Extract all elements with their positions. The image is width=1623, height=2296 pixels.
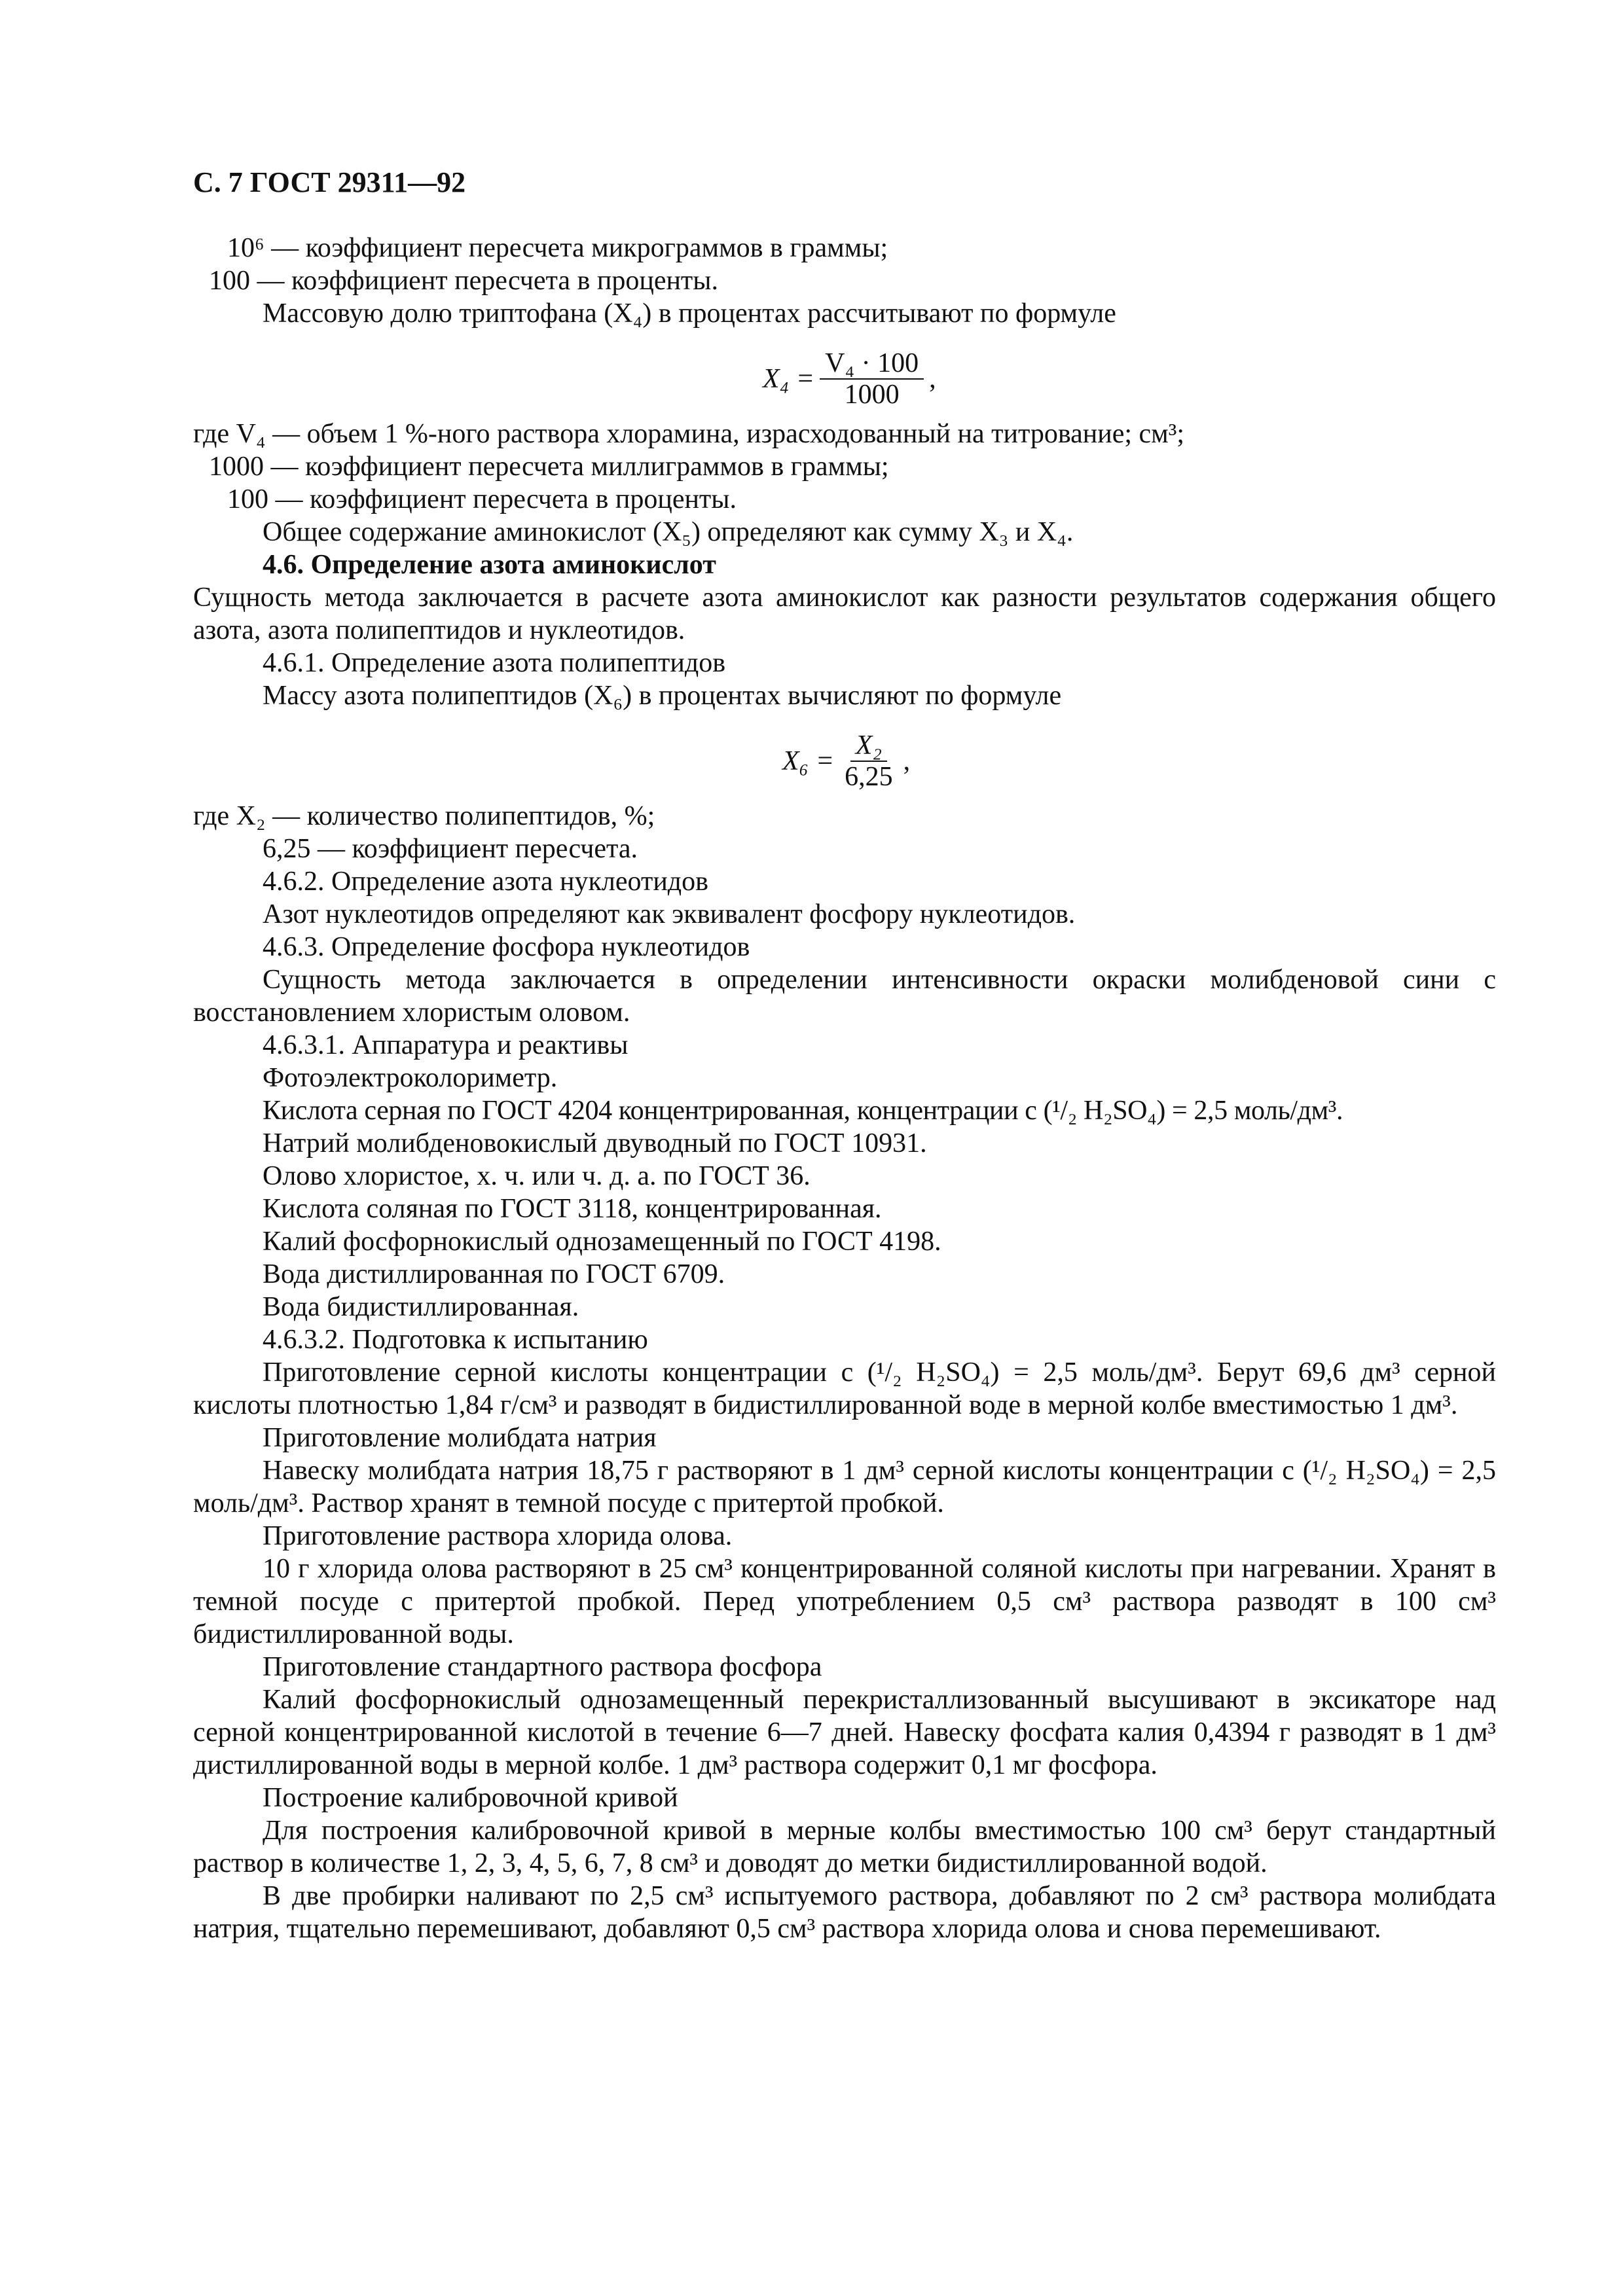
formula-x4 (193, 330, 1496, 418)
subsection-heading: 4.6.3. Определение фосфора нуклеотидов (263, 932, 750, 962)
text-line: Приготовление молибдата натрия (263, 1423, 657, 1453)
section-heading: 4.6. Определение азота аминокислот (263, 550, 716, 580)
formula-lhs: X₄ = (763, 364, 815, 394)
subsection-heading: 4.6.3.2. Подготовка к испытанию (263, 1325, 648, 1355)
text-line: где X₂ — количество полипептидов, %; (193, 801, 655, 831)
formula-denominator: 1000 (844, 380, 900, 410)
text-line: Вода бидистиллированная. (263, 1292, 579, 1322)
text-line: Массу азота полипептидов (X₆) в процентах вычисляют по формуле (263, 681, 1062, 711)
text-line: Кислота серная по ГОСТ 4204 концентрированная, концентрации c (¹/₂ H₂SO₄) = 2,5 моль/дм³. (263, 1096, 1343, 1126)
text-line: Олово хлористое, х. ч. или ч. д. а. по ГОСТ 36. (263, 1161, 811, 1191)
page-number: С. 7 (193, 166, 243, 198)
formula-lhs: X₆ = (782, 746, 835, 776)
document-body (193, 232, 1496, 1945)
text-line: где V₄ — объем 1 %-ного раствора хлорамина, израсходованный на титрование; см³; (193, 419, 1185, 449)
paragraph: Для построения калибровочной кривой в мерные колбы вместимостью 100 см³ берут стандартный раствор в количестве 1, 2, 3, 4, 5, 6, 7, 8 см³ и доводят до метки бидистиллированной водой. (193, 1816, 1496, 1878)
text-line: Азот нуклеотидов определяют как эквивалент фосфору нуклеотидов. (263, 899, 1076, 929)
text-line: Кислота соляная по ГОСТ 3118, концентрированная. (263, 1194, 882, 1224)
formula-numerator: X₂ (850, 730, 887, 762)
standard-id: ГОСТ 29311—92 (249, 166, 466, 198)
formula-fraction (820, 348, 924, 410)
text-line: Приготовление стандартного раствора фосфора (263, 1652, 822, 1682)
text-line: 6,25 — коэффициент пересчета. (263, 834, 638, 864)
subsection-heading: 4.6.1. Определение азота полипептидов (263, 648, 726, 678)
text-line: 100 — коэффициент пересчета в проценты. (227, 484, 737, 514)
formula-tail: , (903, 746, 911, 776)
formula-tail: , (929, 364, 936, 394)
paragraph: Приготовление серной кислоты концентрации c (¹/₂ H₂SO₄) = 2,5 моль/дм³. Берут 69,6 дм³ серной кислоты плотностью 1,84 г/см³ и разводят в бидистиллированной воде в мерной колбе вместимостью 1 дм³. (193, 1357, 1496, 1420)
text-line: Вода дистиллированная по ГОСТ 6709. (263, 1259, 725, 1289)
paragraph: Навеску молибдата натрия 18,75 г растворяют в 1 дм³ серной кислоты концентрации c (¹/₂ H₂SO₄) = 2,5 моль/дм³. Раствор хранят в темной посуде с притертой пробкой. (193, 1456, 1496, 1518)
page-header (193, 166, 465, 199)
paragraph: В две пробирки наливают по 2,5 см³ испытуемого раствора, добавляют по 2 см³ раствора молибдата натрия, тщательно перемешивают, добавляют 0,5 см³ раствора хлорида олова и снова перемешивают. (193, 1881, 1496, 1944)
text-line: Фотоэлектроколориметр. (263, 1063, 558, 1093)
formula-fraction (839, 730, 898, 792)
subsection-heading: 4.6.2. Определение азота нуклеотидов (263, 867, 709, 897)
paragraph: Калий фосфорнокислый однозамещенный перекристаллизованный высушивают в эксикаторе над серной концентрированной кислотой в течение 6—7 дней. Навеску фосфата калия 0,4394 г разводят в 1 дм³ дистиллированной воды в мерной колбе. 1 дм³ раствора содержит 0,1 мг фосфора. (193, 1685, 1496, 1780)
paragraph: Сущность метода заключается в расчете азота аминокислот как разности результатов содержания общего азота, азота полипептидов и нуклеотидов. (193, 583, 1496, 645)
text-line: Калий фосфорнокислый однозамещенный по ГОСТ 4198. (263, 1227, 941, 1257)
text-line: 100 — коэффициент пересчета в проценты. (209, 266, 719, 296)
text-line: Массовую долю триптофана (X₄) в процентах рассчитывают по формуле (263, 298, 1116, 329)
paragraph: Сущность метода заключается в определении интенсивности окраски молибденовой сини с восстановлением хлористым оловом. (193, 965, 1496, 1028)
formula-x6 (193, 712, 1496, 800)
formula-numerator: V₄ · 100 (820, 348, 924, 380)
subsection-heading: 4.6.3.1. Аппаратура и реактивы (263, 1030, 629, 1060)
text-line: Общее содержание аминокислот (X₅) определяют как сумму X₃ и X₄. (263, 517, 1074, 547)
text-line: 10⁶ — коэффициент пересчета микрограммов в граммы; (227, 233, 888, 263)
formula-denominator: 6,25 (845, 762, 893, 792)
text-line: Приготовление раствора хлорида олова. (263, 1521, 733, 1551)
text-line: Натрий молибденовокислый двуводный по ГОСТ 10931. (263, 1128, 927, 1158)
text-line: 1000 — коэффициент пересчета миллиграммов в граммы; (209, 452, 889, 482)
text-line: Построение калибровочной кривой (263, 1783, 678, 1813)
paragraph: 10 г хлорида олова растворяют в 25 см³ концентрированной соляной кислоты при нагревании. Хранят в темной посуде с притертой пробкой. Перед употреблением 0,5 см³ раствора разводят в 100 см³ бидистиллированной воды. (193, 1554, 1496, 1649)
